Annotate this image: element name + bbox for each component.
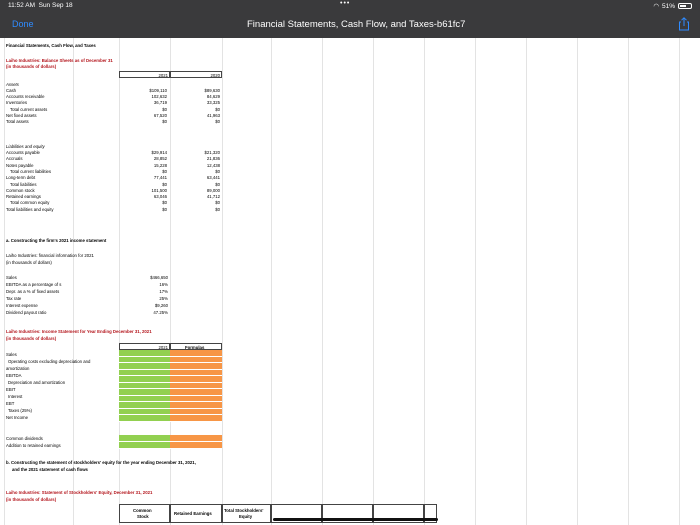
value-2020[interactable]: 41,712: [206, 194, 220, 200]
dividend-row-label: Addition to retained earnings: [6, 443, 61, 448]
info-label: Tax rate: [6, 296, 22, 301]
row-label: Cash: [6, 88, 17, 93]
battery-icon: [678, 3, 692, 9]
is-row-label: Operating costs excluding depreciation and: [8, 359, 91, 364]
formulas-header[interactable]: Formulas: [170, 343, 222, 350]
value-2021[interactable]: 101,500: [151, 187, 167, 193]
equity-statement-title: Laiho Industries: Statement of Stockholders' Equity, December 31, 2021: [6, 490, 153, 495]
row-label: Total current assets: [10, 106, 48, 112]
value-2021[interactable]: $0: [162, 181, 167, 187]
equity-statement-units: (in thousands of dollars): [6, 497, 57, 502]
value-2020[interactable]: $0: [215, 200, 220, 206]
row-label: Accounts receivable: [6, 94, 45, 100]
row-label: Long-term debt: [6, 175, 36, 181]
income-statement-units: (in thousands of dollars): [6, 336, 57, 341]
value-2021[interactable]: $109,110: [149, 88, 167, 93]
is-row-label: EBT: [6, 401, 15, 406]
assets-header: Assets: [6, 82, 19, 87]
value-2021[interactable]: 28,852: [153, 156, 167, 162]
col-total-equity[interactable]: Total Stockholders' Equity: [222, 504, 271, 523]
horizontal-scrollbar[interactable]: [273, 518, 438, 521]
value-2021[interactable]: $0: [162, 168, 167, 174]
info-value[interactable]: 17%: [159, 289, 168, 294]
row-label: Total assets: [6, 119, 29, 124]
value-2021[interactable]: 15,228: [153, 162, 167, 168]
value-2020[interactable]: $0: [215, 119, 220, 124]
row-label: Total liabilities: [10, 181, 37, 187]
info-label: EBITDA as a percentage of s: [6, 282, 62, 287]
row-label: Retained earnings: [6, 194, 41, 200]
info-label: Sales: [6, 275, 17, 280]
input-cell-2021[interactable]: [119, 435, 170, 442]
is-row-label: Sales: [6, 352, 17, 357]
multitask-dots-icon[interactable]: •••: [340, 0, 351, 7]
value-2021[interactable]: 102,632: [151, 94, 167, 100]
battery-percent: 51%: [661, 2, 675, 10]
info-title: Laiho Industries: financial information for 2021: [6, 253, 94, 258]
row-label: Total liabilities and equity: [6, 206, 54, 212]
formula-cell[interactable]: [170, 442, 222, 449]
done-button[interactable]: Done: [12, 19, 34, 29]
value-2021[interactable]: 77,441: [153, 175, 167, 181]
row-label: Common stock: [6, 187, 35, 193]
value-2021[interactable]: $29,914: [151, 150, 167, 155]
is-row-label: EBITDA: [6, 373, 22, 378]
row-label: Accounts payable: [6, 150, 40, 155]
nav-bar: [0, 12, 700, 38]
dividend-row-label: Common dividends: [6, 436, 43, 441]
formula-cell[interactable]: [170, 435, 222, 442]
document-title: Financial Statements, Cash Flow, and Taxes-b61fc7: [247, 19, 466, 30]
value-2020[interactable]: $0: [215, 106, 220, 112]
value-2020[interactable]: 33,325: [206, 100, 220, 106]
balance-sheet-title: Laiho Industries: Balance Sheets as of December 31: [6, 58, 113, 63]
wifi-icon: ◠: [653, 3, 659, 10]
value-2020[interactable]: 84,629: [206, 94, 220, 100]
row-label: Accruals: [6, 156, 23, 162]
row-label: Total common equity: [10, 200, 50, 206]
value-2020[interactable]: 12,438: [206, 162, 220, 168]
formula-cell[interactable]: [170, 415, 222, 422]
value-2020[interactable]: $0: [215, 181, 220, 187]
value-2020[interactable]: 63,441: [206, 175, 220, 181]
status-time: 11:52 AM Sun Sep 18: [8, 2, 73, 9]
value-2020[interactable]: $21,320: [204, 150, 220, 155]
info-label: Dividend payout ratio: [6, 310, 47, 315]
col-common-stock[interactable]: Common Stock: [119, 504, 170, 523]
info-value[interactable]: 16%: [159, 282, 168, 287]
is-row-label: Interest: [8, 394, 23, 399]
status-bar: [0, 0, 700, 12]
sheet-header: Financial Statements, Cash Flow, and Taxes: [6, 43, 96, 48]
input-cell-2021[interactable]: [119, 442, 170, 449]
value-2020[interactable]: 89,000: [206, 187, 220, 193]
is-year-header[interactable]: 2021: [119, 343, 170, 350]
year-header-2020[interactable]: 2020: [170, 71, 222, 78]
is-row-label: EBIT: [6, 387, 16, 392]
info-units: (in thousands of dollars): [6, 260, 52, 265]
info-label: Interest expense: [6, 303, 38, 308]
info-label: Depr. as a % of fixed assets: [6, 289, 60, 294]
value-2021[interactable]: $0: [162, 119, 167, 124]
value-2021[interactable]: 67,520: [153, 112, 167, 118]
spreadsheet[interactable]: [0, 38, 700, 525]
row-label: Notes payable: [6, 162, 34, 168]
value-2021[interactable]: 63,046: [153, 194, 167, 200]
info-value[interactable]: 47.25%: [153, 310, 168, 315]
row-label: Total current liabilities: [10, 168, 52, 174]
value-2020[interactable]: $89,630: [204, 88, 220, 93]
part-b-heading-line2: and the 2021 statement of cash flows: [12, 467, 88, 472]
info-value[interactable]: 25%: [159, 296, 168, 301]
is-row-label: Taxes (25%): [8, 408, 32, 413]
row-label: Net fixed assets: [6, 112, 37, 118]
value-2020[interactable]: $0: [215, 168, 220, 174]
is-row-label: Depreciation and amortization: [8, 380, 66, 385]
is-row-label: amortization: [6, 366, 30, 371]
info-value[interactable]: $9,260: [154, 303, 168, 308]
input-cell-2021[interactable]: [119, 415, 170, 422]
value-2020[interactable]: $0: [215, 206, 220, 212]
part-b-heading-line1: b. Constructing the statement of stockholders' equity for the year ending December 31, 2021,: [6, 460, 196, 465]
info-value[interactable]: $466,650: [150, 275, 168, 280]
value-2021[interactable]: $0: [162, 200, 167, 206]
liabilities-header: Liabilities and equity: [6, 144, 45, 149]
value-2020[interactable]: 41,963: [206, 112, 220, 118]
is-row-label: Net Income: [6, 415, 28, 420]
value-2021[interactable]: $0: [162, 206, 167, 212]
col-retained-earnings[interactable]: Retained Earnings: [170, 504, 222, 523]
part-a-heading: a. Constructing the firm's 2021 income statement: [6, 238, 107, 243]
share-icon[interactable]: [678, 17, 690, 31]
year-header-2021[interactable]: 2021: [119, 71, 170, 78]
status-right: [653, 2, 692, 10]
value-2021[interactable]: 36,719: [153, 100, 167, 106]
value-2020[interactable]: 21,836: [206, 156, 220, 162]
value-2021[interactable]: $0: [162, 106, 167, 112]
balance-sheet-units: (in thousands of dollars): [6, 64, 57, 69]
income-statement-title: Laiho Industries: Income Statement for Year Ending December 31, 2021: [6, 329, 152, 334]
row-label: Inventories: [6, 100, 28, 106]
